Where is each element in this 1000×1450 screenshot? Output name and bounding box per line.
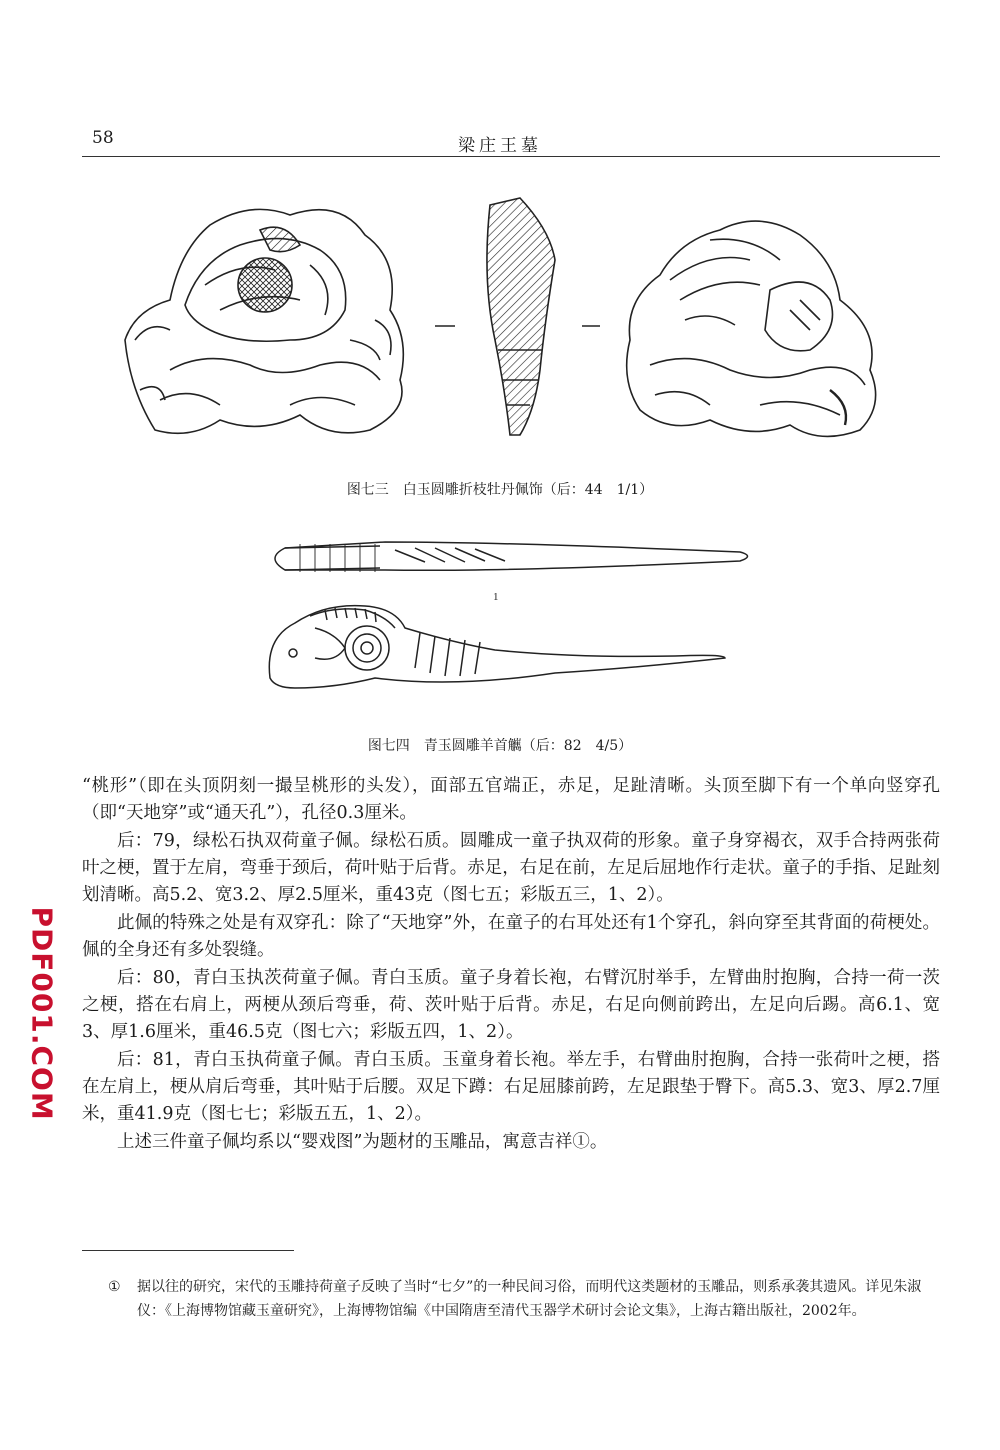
xi-top-view: [275, 542, 748, 572]
running-head-title: 梁庄王墓: [458, 136, 542, 156]
figure-74-caption: 图七四 青玉圆雕羊首觽（后：82 4/5）: [367, 738, 633, 754]
footnote-text: 据以往的研究，宋代的玉雕持荷童子反映了当时“七夕”的一种民间习俗，而明代这类题材的玉雕品，则系承袭其遗风。详见朱淑仪：《上海博物馆藏玉童研究》，上海博物馆编《中国隋唐至清代玉器学术研讨会论文集》，上海古籍出版社，2002年。: [137, 1279, 922, 1319]
paragraph-5: 后：81，青白玉执荷童子佩。青白玉质。玉童身着长袍。举左手，右臂曲肘抱胸，合持一张荷叶之梗，搭在左肩上，梗从肩后弯垂，其叶贴于后腰。双足下蹲：右足屈膝前跨，左足跟垫于臀下。高5.3、宽3、厚2.7厘米，重41.9克（图七七；彩版五五，1、2）。: [82, 1050, 940, 1124]
header-rule: [82, 156, 940, 157]
front-view: [125, 209, 403, 433]
body-text: [82, 773, 940, 1157]
side-view: [487, 198, 555, 435]
footnote-mark: ①: [108, 1279, 121, 1295]
xi-side-view: [269, 606, 725, 688]
paragraph-1: “桃形”（即在头顶阴刻一撮呈桃形的头发），面部五官端正，赤足，足趾清晰。头顶至脚下有一个单向竖穿孔（即“天地穿”或“通天孔”），孔径0.3厘米。: [82, 776, 940, 823]
xi-view-label: 1: [493, 591, 499, 603]
footnote-rule: [82, 1250, 294, 1251]
figure-73-drawing: [110, 190, 910, 450]
watermark-text: PDF001.COM: [25, 906, 59, 1121]
figure-73-caption: 图七三 白玉圆雕折枝牡丹佩饰（后：44 1/1）: [346, 482, 654, 498]
paragraph-2: 后：79，绿松石执双荷童子佩。绿松石质。圆雕成一童子执双荷的形象。童子身穿褐衣，双手合持两张荷叶之梗，置于左肩，弯垂于颈后，荷叶贴于后背。赤足，右足在前，左足后屈地作行走状。童子的手指、足趾刻划清晰。高5.2、宽3.2、厚2.5厘米，重43克（图七五；彩版五三，1、2）。: [82, 831, 940, 905]
paragraph-3: 此佩的特殊之处是有双穿孔：除了“天地穿”外，在童子的右耳处还有1个穿孔，斜向穿至其背面的荷梗处。佩的全身还有多处裂缝。: [82, 913, 940, 960]
back-view: [627, 221, 876, 436]
figure-74-drawing: [255, 528, 755, 698]
paragraph-6: 上述三件童子佩均系以“婴戏图”为题材的玉雕品，寓意吉祥①。: [117, 1132, 608, 1152]
paragraph-4: 后：80，青白玉执茨荷童子佩。青白玉质。童子身着长袍，右臂沉肘举手，左臂曲肘抱胸，合持一荷一茨之梗，搭在右肩上，两梗从颈后弯垂，荷、茨叶贴于后背。赤足，右足向侧前跨出，左足向后踢。高6.1、宽3、厚1.6厘米，重46.5克（图七六；彩版五四，1、2）。: [82, 968, 940, 1042]
page-number: 58: [92, 128, 114, 148]
